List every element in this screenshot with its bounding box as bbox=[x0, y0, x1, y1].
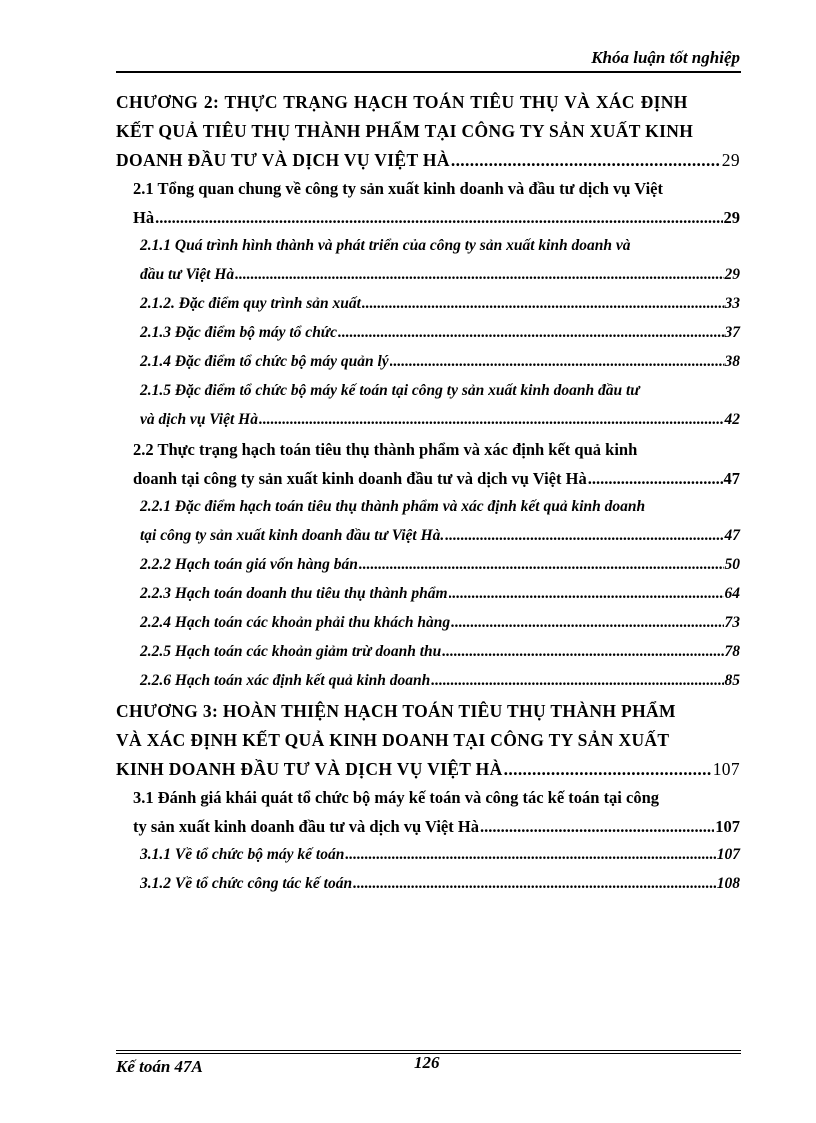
page-number: 107 bbox=[712, 759, 740, 779]
toc-entry-chapter-2-line-2 bbox=[116, 121, 740, 150]
leader-dots bbox=[155, 208, 722, 228]
leader-dots bbox=[431, 672, 723, 690]
page-number: 50 bbox=[724, 556, 740, 573]
toc-text: tại công ty sản xuất kinh doanh đầu tư Việt Hà. bbox=[140, 527, 445, 544]
page-number: 33 bbox=[724, 295, 740, 312]
toc-entry-2-1-1[interactable] bbox=[116, 266, 740, 295]
toc-text: 2.2.1 Đặc điểm hạch toán tiêu thụ thành phẩm và xác định kết quả kinh doanh bbox=[140, 498, 646, 515]
leader-dots bbox=[504, 759, 712, 780]
toc-entry-2-2-5[interactable] bbox=[116, 643, 740, 672]
toc-text: 2.2.3 Hạch toán doanh thu tiêu thụ thành phẩm bbox=[140, 585, 448, 602]
toc-entry-2-1-3[interactable] bbox=[116, 324, 740, 353]
toc-text: 2.2 Thực trạng hạch toán tiêu thụ thành phẩm và xác định kết quả kinh bbox=[133, 440, 638, 459]
toc-entry-3-1-2[interactable] bbox=[116, 875, 740, 904]
page-number: 42 bbox=[724, 411, 740, 428]
page-number: 73 bbox=[724, 614, 740, 631]
toc-text: DOANH ĐẦU TƯ VÀ DỊCH VỤ VIỆT HÀ bbox=[116, 150, 450, 170]
toc-entry-chapter-2[interactable] bbox=[116, 150, 740, 179]
toc-text: VÀ XÁC ĐỊNH KẾT QUẢ KINH DOANH TẠI CÔNG TY SẢN XUẤT bbox=[116, 730, 670, 750]
leader-dots bbox=[353, 875, 716, 893]
page-number: 107 bbox=[715, 817, 740, 836]
toc-text: 2.1 Tổng quan chung về công ty sản xuất kinh doanh và đầu tư dịch vụ Việt bbox=[133, 179, 663, 198]
toc-text: 2.2.2 Hạch toán giá vốn hàng bán bbox=[140, 556, 358, 573]
toc-entry-2-1-4[interactable] bbox=[116, 353, 740, 382]
page-number: 107 bbox=[716, 846, 740, 863]
toc-text: KẾT QUẢ TIÊU THỤ THÀNH PHẨM TẠI CÔNG TY SẢN XUẤT KINH bbox=[116, 121, 694, 141]
header-rule bbox=[116, 71, 741, 73]
toc-entry-2-2-4[interactable] bbox=[116, 614, 740, 643]
leader-dots bbox=[235, 266, 723, 284]
page-number: 108 bbox=[716, 875, 740, 892]
toc-entry-2-2-line-1 bbox=[116, 440, 740, 469]
toc-text: ty sản xuất kinh doanh đầu tư và dịch vụ Việt Hà bbox=[133, 817, 479, 836]
page-number: 85 bbox=[724, 672, 740, 689]
toc-text: 2.2.6 Hạch toán xác định kết quả kinh doanh bbox=[140, 672, 431, 689]
footer-label: Kế toán 47A bbox=[116, 1057, 203, 1076]
leader-dots bbox=[390, 353, 724, 371]
toc-text: 2.1.3 Đặc điểm bộ máy tổ chức bbox=[140, 324, 337, 341]
leader-dots bbox=[338, 324, 724, 342]
toc-entry-chapter-3[interactable] bbox=[116, 759, 740, 788]
toc-text: 2.1.5 Đặc điểm tổ chức bộ máy kế toán tại công ty sản xuất kinh doanh đầu tư bbox=[140, 382, 640, 399]
toc-entry-2-1-2[interactable] bbox=[116, 295, 740, 324]
page-number: 29 bbox=[724, 266, 740, 283]
leader-dots bbox=[449, 585, 724, 603]
leader-dots bbox=[345, 846, 715, 864]
toc-entry-2-2-3[interactable] bbox=[116, 585, 740, 614]
toc-entry-2-2-1[interactable] bbox=[116, 527, 740, 556]
leader-dots bbox=[445, 527, 723, 545]
toc-entry-chapter-2-line-1 bbox=[116, 92, 740, 121]
toc-text: KINH DOANH ĐẦU TƯ VÀ DỊCH VỤ VIỆT HÀ bbox=[116, 759, 503, 779]
toc-entry-2-1-5[interactable] bbox=[116, 411, 740, 440]
leader-dots bbox=[480, 817, 714, 837]
toc-text: và dịch vụ Việt Hà bbox=[140, 411, 258, 428]
toc-entry-chapter-3-line-2 bbox=[116, 730, 740, 759]
page-number: 78 bbox=[724, 643, 740, 660]
toc-entry-2-2-6[interactable] bbox=[116, 672, 740, 701]
footer-rule bbox=[116, 1050, 741, 1051]
toc-text: 2.2.4 Hạch toán các khoản phải thu khách hàng bbox=[140, 614, 451, 631]
toc-entry-3-1-line-1 bbox=[116, 788, 740, 817]
toc-text: CHƯƠNG 2: THỰC TRẠNG HẠCH TOÁN TIÊU THỤ VÀ XÁC ĐỊNH bbox=[116, 92, 688, 112]
toc-entry-2-1-line-1 bbox=[116, 179, 740, 208]
toc-text: 2.1.1 Quá trình hình thành và phát triển của công ty sản xuất kinh doanh và bbox=[140, 237, 631, 254]
page-number: 29 bbox=[721, 150, 740, 170]
leader-dots bbox=[259, 411, 724, 429]
toc-text: CHƯƠNG 3: HOÀN THIỆN HẠCH TOÁN TIÊU THỤ THÀNH PHẨM bbox=[116, 701, 676, 721]
header-title: Khóa luận tốt nghiệp bbox=[591, 48, 740, 67]
page-number: 38 bbox=[724, 353, 740, 370]
page-number: 47 bbox=[723, 469, 740, 488]
toc-entry-2-1-5-line-1 bbox=[116, 382, 740, 411]
table-of-contents bbox=[116, 92, 740, 904]
toc-entry-2-2-1-line-1 bbox=[116, 498, 740, 527]
toc-entry-chapter-3-line-1 bbox=[116, 701, 740, 730]
leader-dots bbox=[359, 556, 724, 574]
toc-entry-2-2[interactable] bbox=[116, 469, 740, 498]
page-number: 29 bbox=[723, 208, 740, 227]
page-number: 37 bbox=[724, 324, 740, 341]
leader-dots bbox=[451, 150, 721, 171]
leader-dots bbox=[442, 643, 723, 661]
toc-entry-3-1-1[interactable] bbox=[116, 846, 740, 875]
toc-text: Hà bbox=[133, 208, 155, 227]
leader-dots bbox=[588, 469, 723, 489]
footer-page-number: 126 bbox=[414, 1053, 440, 1072]
leader-dots bbox=[451, 614, 723, 632]
toc-text: 2.1.4 Đặc điểm tổ chức bộ máy quản lý bbox=[140, 353, 389, 370]
toc-text: 3.1.2 Về tổ chức công tác kế toán bbox=[140, 875, 353, 892]
page-number: 47 bbox=[724, 527, 740, 544]
toc-text: 3.1.1 Về tổ chức bộ máy kế toán bbox=[140, 846, 345, 863]
leader-dots bbox=[362, 295, 724, 313]
toc-text: 2.1.2. Đặc điểm quy trình sản xuất bbox=[140, 295, 361, 312]
toc-text: doanh tại công ty sản xuất kinh doanh đầu tư và dịch vụ Việt Hà bbox=[133, 469, 587, 488]
toc-text: đầu tư Việt Hà bbox=[140, 266, 235, 283]
toc-entry-3-1[interactable] bbox=[116, 817, 740, 846]
toc-entry-2-1-1-line-1 bbox=[116, 237, 740, 266]
page-number: 64 bbox=[724, 585, 740, 602]
toc-text: 2.2.5 Hạch toán các khoản giảm trừ doanh thu bbox=[140, 643, 442, 660]
toc-entry-2-1[interactable] bbox=[116, 208, 740, 237]
toc-text: 3.1 Đánh giá khái quát tổ chức bộ máy kế toán và công tác kế toán tại công bbox=[133, 788, 660, 807]
toc-entry-2-2-2[interactable] bbox=[116, 556, 740, 585]
